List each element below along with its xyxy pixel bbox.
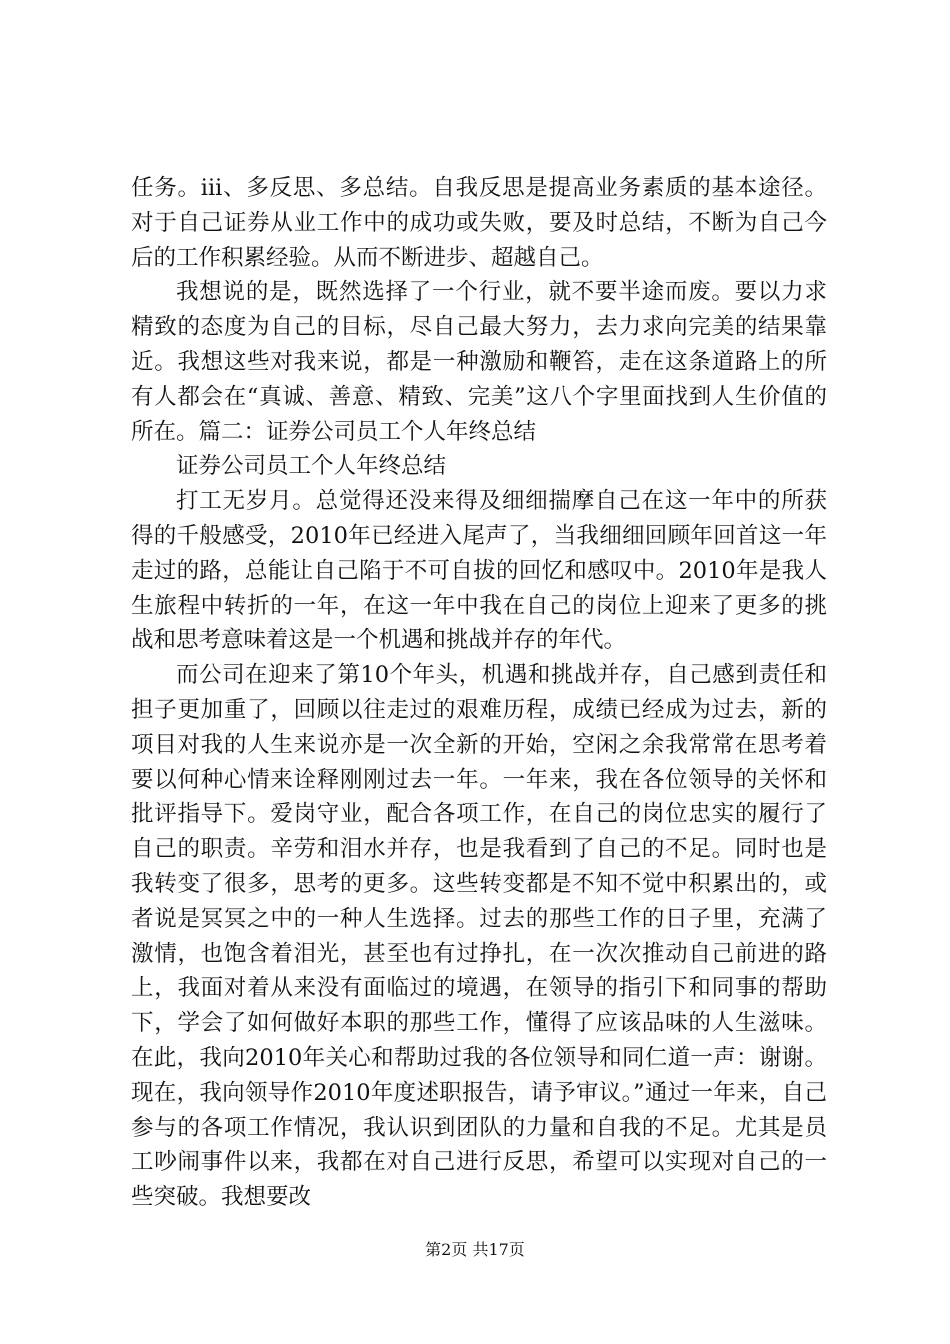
paragraph-1: 任务。iii、多反思、多总结。自我反思是提高业务素质的基本途径。对于自己证券从业工作中的成功或失败，要及时总结，不断为自己今后的工作积累经验。从而不断进步、超越自己。 <box>131 175 827 271</box>
paragraph-2: 我想说的是，既然选择了一个行业，就不要半途而废。要以力求精致的态度为自己的目标，尽自己最大努力，去力求向完美的结果靠近。我想这些对我来说，都是一种激励和鞭笞，走在这条道路上的所有人都会在“真诚、善意、精致、完美”这八个字里面找到人生价值的所在。篇二：证券公司员工个人年终总结 <box>131 279 827 445</box>
paragraph-4: 而公司在迎来了第10个年头，机遇和挑战并存，自己感到责任和担子更加重了，回顾以往走过的艰难历程，成绩已经成为过去，新的项目对我的人生来说亦是一次全新的开始，空闲之余我常常在思考着要以何种心情来诠释刚刚过去一年。一年来，我在各位领导的关怀和批评指导下。爱岗守业，配合各项工作，在自己的岗位忠实的履行了自己的职责。辛劳和泪水并存，也是我看到了自己的不足。同时也是我转变了很多，思考的更多。这些转变都是不知不觉中积累出的，或者说是冥冥之中的一种人生选择。过去的那些工作的日子里，充满了激情，也饱含着泪光，甚至也有过挣扎，在一次次推动自己前进的路上，我面对着从来没有面临过的境遇，在领导的指引下和同事的帮助下，学会了如何做好本职的那些工作，懂得了应该品味的人生滋味。在此，我向2010年关心和帮助过我的各位领导和同仁道一声：谢谢。现在，我向领导作2010年度述职报告，请予审议。”通过一年来，自己参与的各项工作情况，我认识到团队的力量和自我的不足。尤其是员工吵闹事件以来，我都在对自己进行反思，希望可以实现对自己的一些突破。我想要改 <box>131 662 827 1211</box>
page-footer: 第2页 共17页 <box>425 1240 525 1259</box>
paragraph-3: 打工无岁月。总觉得还没来得及细细揣摩自己在这一年中的所获得的千般感受，2010年已经进入尾声了，当我细细回顾年回首这一年走过的路，总能让自己陷于不可自拔的回忆和感叹中。2010年是我人生旅程中转折的一年，在这一年中我在自己的岗位上迎来了更多的挑战和思考意味着这是一个机遇和挑战并存的年代。 <box>131 488 827 654</box>
document-body <box>131 171 827 1215</box>
section-subtitle: 证券公司员工个人年终总结 <box>176 453 447 480</box>
